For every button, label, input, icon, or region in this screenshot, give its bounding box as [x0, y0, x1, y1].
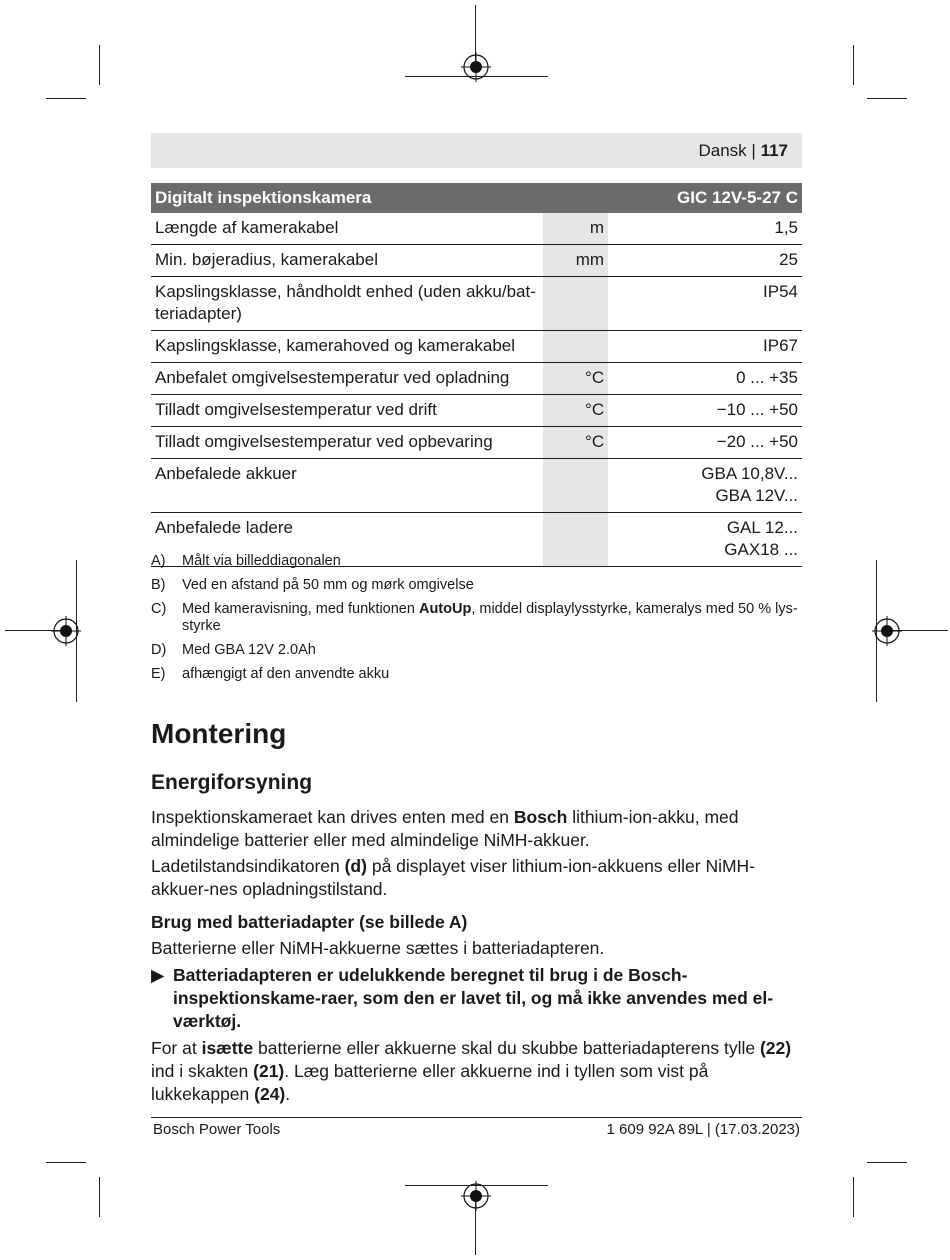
registration-mark-icon	[461, 1181, 491, 1211]
footnote	[151, 642, 802, 659]
footnote	[151, 666, 802, 683]
footnote-key: C)	[151, 601, 167, 617]
row-value-line: GAL 12...	[726, 518, 798, 537]
footnotes	[151, 553, 802, 690]
row-value-line: GBA 10,8V...	[701, 464, 798, 483]
footnote-key: A)	[151, 553, 166, 569]
row-unit	[543, 277, 608, 331]
warning-text: Batteriadapteren er udelukkende beregnet til brug i de Bosch-inspektionskame-raer, som den er lavet til, og må ikke anvendes med el-værktøj.	[173, 965, 774, 1031]
paragraph	[151, 806, 802, 852]
paragraph-text: batterierne eller akkuerne skal du skubbe batteriadapterens tylle	[253, 1038, 760, 1058]
row-label: Længde af kamerakabel	[151, 213, 543, 245]
row-value: −10 ... +50	[608, 395, 802, 427]
row-unit	[543, 459, 608, 513]
row-label: Anbefalet omgivelsestemperatur ved opladning	[151, 363, 543, 395]
section-subtitle: Energiforsyning	[151, 771, 313, 794]
warning-note	[151, 964, 802, 1033]
paragraph-text: Ladetilstandsindikatoren	[151, 856, 345, 876]
row-label: Tilladt omgivelsestemperatur ved opbevaring	[151, 427, 543, 459]
footnote-bold-term: AutoUp	[418, 601, 472, 617]
registration-mark-icon	[461, 52, 491, 82]
footnote-text: afhængigt af den anvendte akku	[182, 666, 390, 682]
paragraph	[151, 855, 802, 901]
row-value: 1,5	[608, 213, 802, 245]
row-unit	[543, 331, 608, 363]
reference-label: (24)	[254, 1084, 286, 1104]
header-language: Dansk	[698, 141, 747, 160]
paragraph-text: lithium-ion-akku, med almindelige batterier eller med almindelige NiMH-akkuer.	[151, 807, 739, 850]
row-label: Min. bøjeradius, kamerakabel	[151, 245, 543, 277]
registration-mark-icon	[51, 616, 81, 646]
crop-mark	[867, 1162, 907, 1163]
table-row	[151, 427, 802, 459]
paragraph-text: . Læg batterierne eller akkuerne ind i tyllen som vist på lukkekappen	[151, 1061, 709, 1104]
row-unit: m	[543, 213, 608, 245]
paragraph-text: For at	[151, 1038, 202, 1058]
table-row	[151, 331, 802, 363]
section-title: Montering	[151, 718, 287, 749]
reference-label: (21)	[253, 1061, 285, 1081]
paragraph	[151, 1037, 802, 1106]
page-number: 117	[760, 141, 788, 160]
paragraph-text: ind i skakten	[151, 1061, 254, 1081]
footnote	[151, 577, 802, 594]
spec-table-header	[151, 183, 802, 213]
paragraph-text: Inspektionskameraet kan drives enten med en	[151, 807, 514, 827]
row-unit: °C	[543, 363, 608, 395]
crop-mark	[99, 45, 100, 85]
row-value-line: GAX18 ...	[724, 540, 798, 559]
row-value: −20 ... +50	[608, 427, 802, 459]
registration-mark-icon	[872, 616, 902, 646]
crop-mark	[853, 1177, 854, 1217]
subheading: Brug med batteriadapter (se billede A)	[151, 912, 468, 932]
triangle-right-icon: ▶	[151, 965, 165, 985]
table-row	[151, 277, 802, 331]
row-value: IP67	[608, 331, 802, 363]
footer-brand: Bosch Power Tools	[153, 1121, 281, 1138]
footnote-key: D)	[151, 642, 167, 658]
paragraph-text: på displayet viser lithium-ion-akkuens eller NiMH-akkuer-nes opladningstilstand.	[151, 856, 756, 899]
row-value	[608, 459, 802, 513]
page-header	[151, 133, 802, 168]
reference-label: (22)	[759, 1038, 792, 1058]
crop-mark	[46, 98, 86, 99]
footnote-text	[182, 601, 802, 635]
crop-mark	[853, 45, 854, 85]
table-row	[151, 363, 802, 395]
table-row	[151, 213, 802, 245]
footnote	[151, 601, 802, 635]
footer-divider	[151, 1117, 802, 1118]
paragraph-text: .	[285, 1084, 291, 1104]
row-label: Kapslingsklasse, håndholdt enhed (uden akku/bat-teriadapter)	[151, 277, 543, 331]
row-label: Tilladt omgivelsestemperatur ved drift	[151, 395, 543, 427]
table-row	[151, 395, 802, 427]
row-label: Anbefalede ladere	[151, 513, 543, 567]
crop-mark	[99, 1177, 100, 1217]
row-unit: °C	[543, 427, 608, 459]
emphasis: isætte	[201, 1038, 254, 1058]
header-separator: |	[746, 141, 761, 160]
footnote-text: Med GBA 12V 2.0Ah	[182, 642, 316, 658]
product-model: GIC 12V-5-27 C	[608, 183, 802, 213]
table-row	[151, 245, 802, 277]
footnote-key: B)	[151, 577, 166, 593]
row-label: Anbefalede akkuer	[151, 459, 543, 513]
row-label: Kapslingsklasse, kamerahoved og kamerakabel	[151, 331, 543, 363]
section-body	[151, 806, 802, 1109]
crop-mark	[46, 1162, 86, 1163]
footnote-text-part: , middel displaylysstyrke, kameralys med 50 % lys-styrke	[182, 601, 798, 634]
table-row	[151, 459, 802, 513]
footnote	[151, 553, 802, 570]
paragraph: Batterierne eller NiMH-akkuerne sættes i batteriadapteren.	[151, 938, 605, 958]
row-unit: mm	[543, 245, 608, 277]
footnote-text-part: Med kameravisning, med funktionen	[182, 601, 419, 617]
row-value: IP54	[608, 277, 802, 331]
product-name: Digitalt inspektionskamera	[151, 183, 608, 213]
reference-label: (d)	[344, 856, 367, 876]
footer-doc-id: 1 609 92A 89L | (17.03.2023)	[606, 1121, 800, 1138]
footnote-text: Ved en afstand på 50 mm og mørk omgivelse	[182, 577, 474, 593]
footnote-text: Målt via billeddiagonalen	[182, 553, 341, 569]
crop-mark	[867, 98, 907, 99]
footnote-key: E)	[151, 666, 166, 682]
spec-table	[151, 183, 802, 567]
row-value-line: GBA 12V...	[715, 486, 798, 505]
row-value: 0 ... +35	[608, 363, 802, 395]
brand-name: Bosch	[513, 807, 568, 827]
page-header-text	[699, 141, 789, 161]
row-unit: °C	[543, 395, 608, 427]
row-value: 25	[608, 245, 802, 277]
